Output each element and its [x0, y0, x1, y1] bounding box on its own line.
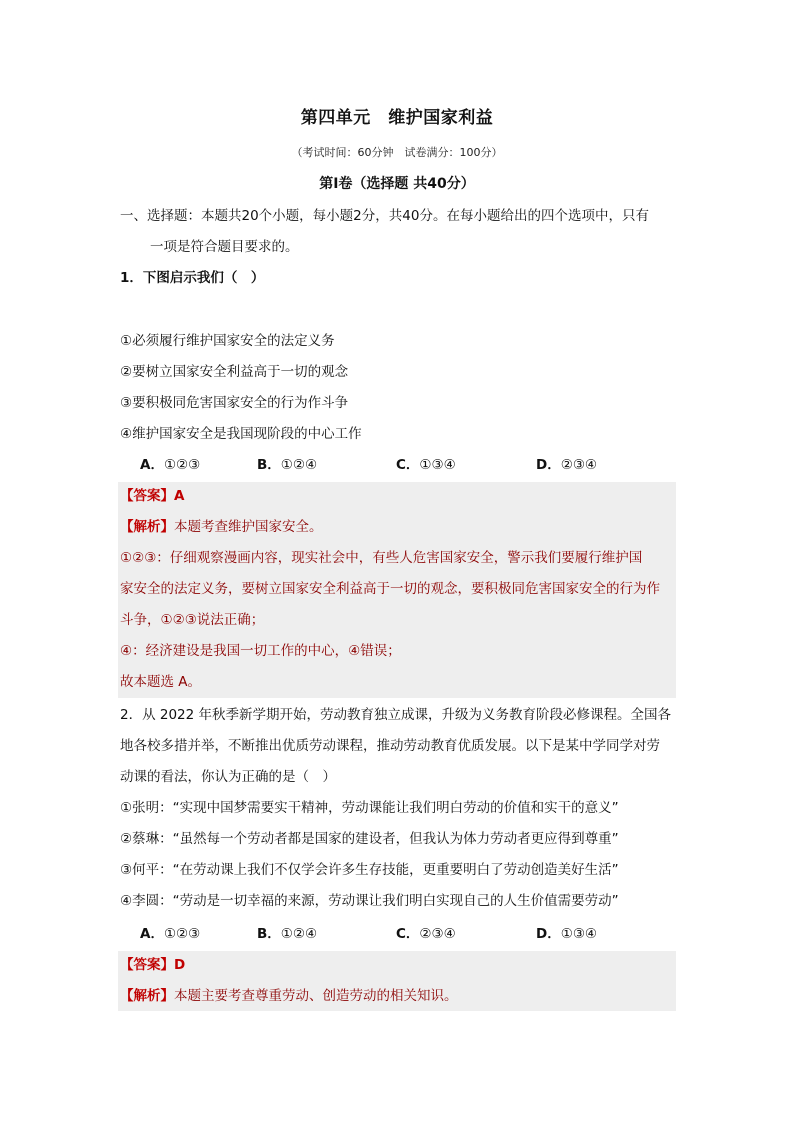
q2-stem-line-1: 2．从 2022 年秋季新学期开始，劳动教育独立成课，升级为义务教育阶段必修课程。全国各: [120, 707, 672, 723]
q1-statement-1: ①必须履行维护国家安全的法定义务: [120, 333, 335, 349]
q1-answer-box: [118, 482, 676, 698]
part-title: 第Ⅰ卷（选择题 共40分）: [319, 176, 475, 192]
q1-option-b: B．①②④: [257, 457, 318, 473]
q1-statement-4: ④维护国家安全是我国现阶段的中心工作: [120, 426, 362, 442]
q2-analysis-intro: 【解析】本题主要考查尊重劳动、创造劳动的相关知识。: [120, 988, 458, 1004]
q2-stem-line-2: 地各校多措并举，不断推出优质劳动课程，推动劳动教育优质发展。以下是某中学同学对劳: [120, 738, 660, 754]
q1-analysis-line-3: 斗争，①②③说法正确；: [120, 612, 265, 628]
q2-option-b: B．①②④: [257, 926, 318, 942]
q2-answer-box: [118, 951, 676, 1011]
instructions-line-1: 一、选择题：本题共20个小题，每小题2分，共40分。在每小题给出的四个选项中，只有: [120, 208, 649, 224]
q2-option-a: A．①②③: [140, 926, 201, 942]
q2-statement-1: ①张明：“实现中国梦需要实干精神，劳动课能让我们明白劳动的价值和实干的意义”: [120, 800, 619, 816]
q2-answer: 【答案】D: [120, 957, 186, 973]
q1-option-c: C．①③④: [396, 457, 456, 473]
q1-analysis-line-5: 故本题选 A。: [120, 674, 202, 690]
q1-option-d: D．②③④: [536, 457, 598, 473]
q1-analysis-line-4: ④：经济建设是我国一切工作的中心，④错误；: [120, 643, 401, 659]
instructions-line-2: 一项是符合题目要求的。: [150, 239, 299, 255]
q1-analysis-line-2: 家安全的法定义务，要树立国家安全利益高于一切的观念，要积极同危害国家安全的行为作: [120, 581, 660, 597]
q2-statement-4: ④李圆：“劳动是一切幸福的来源，劳动课让我们明白实现自己的人生价值需要劳动”: [120, 893, 619, 909]
q1-option-a: A．①②③: [140, 457, 201, 473]
page-title: 第四单元 维护国家利益: [300, 108, 494, 128]
q1-analysis-intro: 【解析】本题考查维护国家安全。: [120, 519, 323, 535]
q1-analysis-line-1: ①②③：仔细观察漫画内容，现实社会中，有些人危害国家安全，警示我们要履行维护国: [120, 550, 643, 566]
q2-statement-2: ②蔡琳：“虽然每一个劳动者都是国家的建设者，但我认为体力劳动者更应得到尊重”: [120, 831, 619, 847]
q1-answer: 【答案】A: [120, 488, 185, 504]
q2-statement-3: ③何平：“在劳动课上我们不仅学会许多生存技能，更重要明白了劳动创造美好生活”: [120, 862, 619, 878]
q1-statement-3: ③要积极同危害国家安全的行为作斗争: [120, 395, 349, 411]
exam-info: （考试时间：60分钟 试卷满分：100分）: [291, 146, 503, 159]
q1-stem: 1．下图启示我们（ ）: [120, 270, 265, 286]
q2-option-c: C．②③④: [396, 926, 456, 942]
q2-option-d: D．①③④: [536, 926, 598, 942]
q2-stem-line-3: 动课的看法，你认为正确的是（ ）: [120, 769, 336, 785]
q1-statement-2: ②要树立国家安全利益高于一切的观念: [120, 364, 349, 380]
